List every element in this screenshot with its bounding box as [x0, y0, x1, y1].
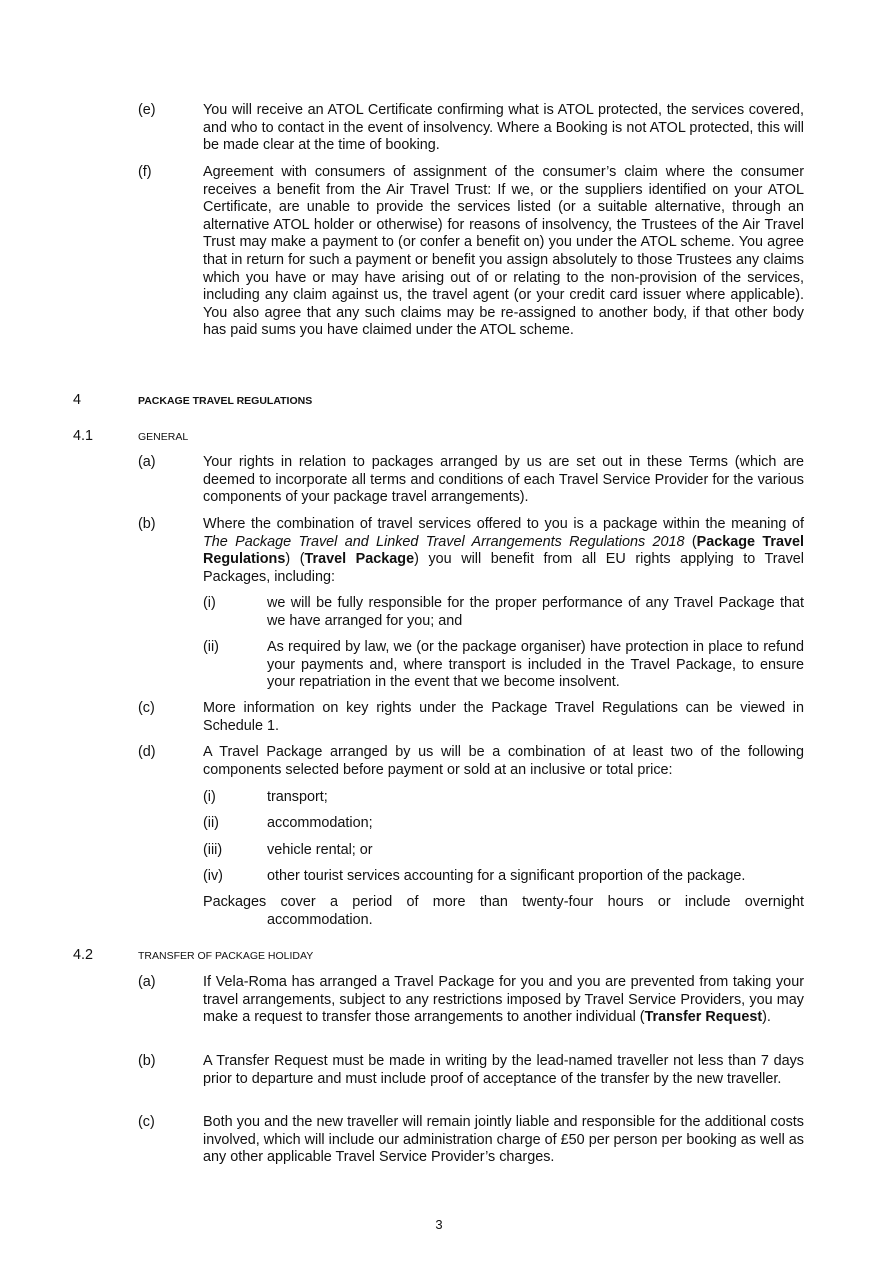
clause-4-2b-text: A Transfer Request must be made in writing by the lead-named traveller not less than 7 days prior to departure and must include proof of acceptance of the transfer by the new traveller. — [203, 1053, 804, 1087]
defined-term-transfer-request: Transfer Request — [644, 1009, 763, 1026]
clause-4-2c-text: Both you and the new traveller will remain jointly liable and responsible for the additional costs involved, which will include our administration charge of £50 per person per booking as well as any other applicable Travel Service Provider’s charges. — [203, 1114, 804, 1166]
subclause-4-1d-iii-text: vehicle rental; or — [267, 842, 373, 858]
subclause-label-4-1d-ii: (ii) — [203, 815, 219, 831]
clause-4-2a-text — [203, 974, 804, 1027]
clause-label-4-2a: (a) — [138, 974, 156, 990]
clause-4-1b-text-part: ( — [684, 533, 697, 550]
subclause-4-1b-ii-text: As required by law, we (or the package organiser) have protection in place to refund your payments and, where transport is included in the Travel Package, to ensure your repatriation in the event that we become insolvent. — [267, 639, 804, 691]
clause-4-1b-text-part: ) you will benefit from all EU rights applying to Travel Packages, including: — [203, 551, 805, 585]
clause-label-4-1b: (b) — [138, 516, 156, 532]
subclause-label-4-1b-i: (i) — [203, 595, 216, 611]
regulations-title-italic: The Package Travel and Linked Travel Arrangements Regulations 2018 — [203, 533, 685, 550]
clause-label-4-2c: (c) — [138, 1114, 155, 1130]
clause-4-2a-text-part: If Vela-Roma has arranged a Travel Package for you and you are prevented from taking your travel arrangements, subject to any restrictions imposed by Travel Service Providers, you may make a request to transfer those arrangements to another individual ( — [203, 974, 804, 1026]
section-number-4-2: 4.2 — [73, 947, 94, 963]
clause-4-1c-text: More information on key rights under the Package Travel Regulations can be viewed in Schedule 1. — [203, 700, 804, 734]
clause-label-4-1d: (d) — [138, 744, 156, 760]
section-number-4-1: 4.1 — [73, 428, 94, 444]
clause-4-2a-text-part: ). — [762, 1009, 771, 1026]
clause-label-4-1a: (a) — [138, 454, 156, 470]
clause-3f-text: Agreement with consumers of assignment of the consumer’s claim where the consumer receives a benefit from the Air Travel Trust: If we, or the suppliers identified on your ATOL Certificate, are unable to provide the services listed (or a suitable alternative, through an alternative ATOL holder or otherwise) for reasons of insolvency, the Trustees of the Air Travel Trust may make a payment to (or confer a benefit on) you under the ATOL scheme. You agree that in return for such a payment or benefit you assign absolutely to those Trustees any claims which you have or may have arising out of or relating to the non-provision of the services, including any claim against us, the travel agent (or your credit card issuer where applicable). You also agree that any such claims may be re-assigned to another body, if that other body has paid sums you have claimed under the ATOL scheme. — [203, 164, 804, 339]
section-title-4: PACKAGE TRAVEL REGULATIONS — [138, 395, 313, 407]
section-number-4: 4 — [73, 392, 82, 408]
clause-4-1b-text-part: ) ( — [285, 551, 305, 568]
defined-term-travel-package: Travel Package — [304, 551, 415, 568]
clause-4-1d-text: A Travel Package arranged by us will be a combination of at least two of the following components selected before payment or sold at an inclusive or total price: — [203, 744, 804, 778]
subclause-4-1d-ii-text: accommodation; — [267, 815, 373, 831]
subclause-label-4-1d-iv: (iv) — [203, 868, 223, 884]
clause-label-4-2b: (b) — [138, 1053, 156, 1069]
subclause-4-1b-i-text: we will be fully responsible for the proper performance of any Travel Package that we have arranged for you; and — [267, 595, 804, 629]
section-title-4-2: TRANSFER OF PACKAGE HOLIDAY — [138, 950, 314, 962]
subclause-label-4-1b-ii: (ii) — [203, 639, 219, 655]
clause-4-1b-text-part: Where the combination of travel services offered to you is a package within the meaning of — [203, 516, 804, 532]
clause-4-1b-text — [203, 516, 804, 586]
page-number: 3 — [435, 1217, 443, 1232]
clause-3e-text: You will receive an ATOL Certificate confirming what is ATOL protected, the services covered, and who to contact in the event of insolvency. Where a Booking is not ATOL protected, this will be made clear at the time of booking. — [203, 102, 804, 154]
clause-label-3f: (f) — [138, 164, 152, 180]
section-title-4-1: GENERAL — [138, 431, 189, 443]
clause-4-1d-closing-line1: Packages cover a period of more than twenty-four hours or include overnight — [203, 894, 804, 910]
subclause-label-4-1d-i: (i) — [203, 789, 216, 805]
clause-4-1a-text: Your rights in relation to packages arranged by us are set out in these Terms (which are deemed to incorporate all terms and conditions of each Travel Service Provider for the various components of your package travel arrangements). — [203, 454, 804, 506]
clause-4-1d-closing-line2: accommodation. — [267, 912, 373, 928]
subclause-4-1d-iv-text: other tourist services accounting for a significant proportion of the package. — [267, 868, 746, 884]
defined-term-package-travel-regulations: Package Travel Regulations — [203, 533, 804, 568]
clause-label-4-1c: (c) — [138, 700, 155, 716]
subclause-4-1d-i-text: transport; — [267, 789, 328, 805]
clause-label-3e: (e) — [138, 102, 156, 118]
subclause-label-4-1d-iii: (iii) — [203, 842, 223, 858]
